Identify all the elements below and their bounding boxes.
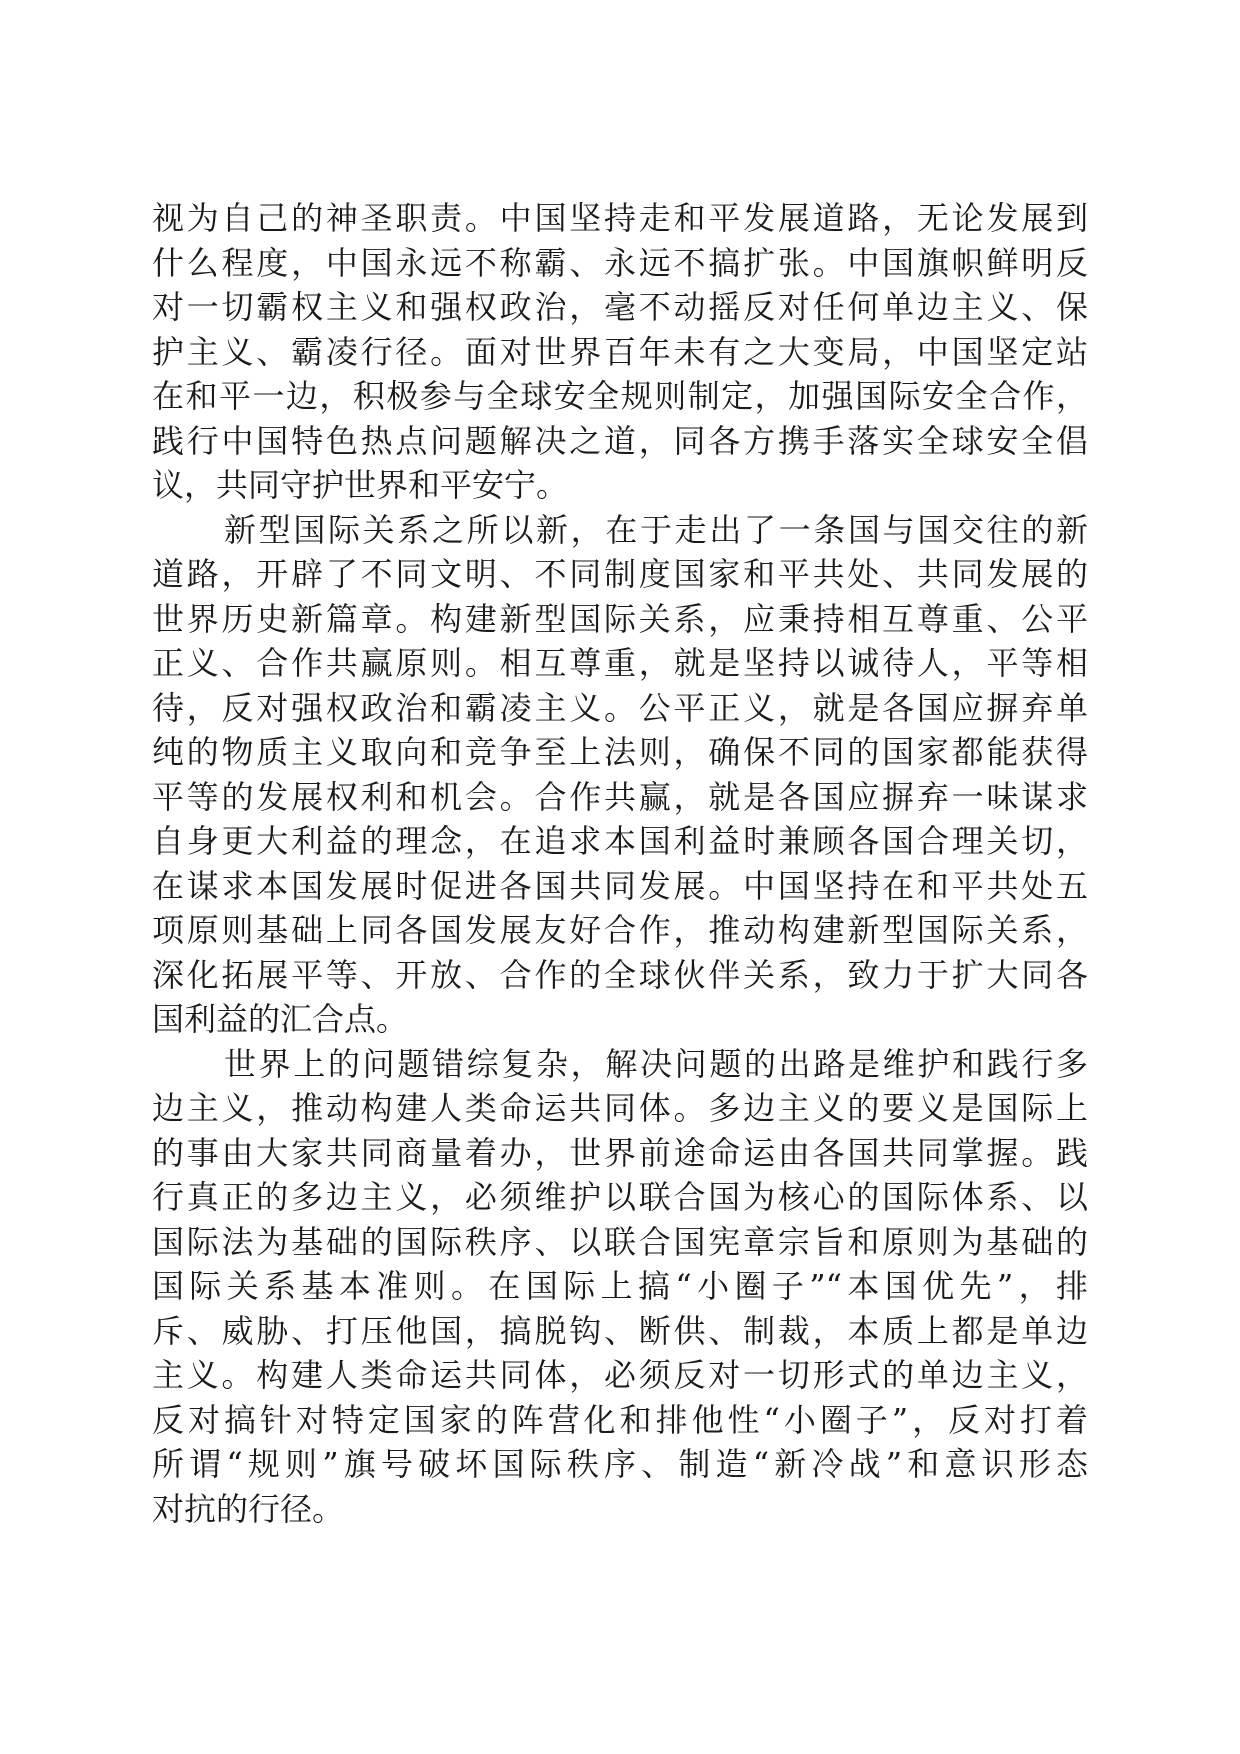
text-line: 待，反对强权政治和霸凌主义。公平正义，就是各国应摒弃单 xyxy=(152,688,1088,727)
text-line: 自身更大利益的理念，在追求本国利益时兼顾各国合理关切， xyxy=(152,822,1088,860)
text-line: 对一切霸权主义和强权政治，毫不动摇反对任何单边主义、保 xyxy=(152,288,1088,326)
text-line: 践行中国特色热点问题解决之道，同各方携手落实全球安全倡 xyxy=(152,421,1088,460)
text-line: 主义。构建人类命运共同体，必须反对一切形式的单边主义， xyxy=(152,1356,1088,1394)
text-line: 世界历史新篇章。构建新型国际关系，应秉持相互尊重、公平 xyxy=(152,599,1088,638)
text-line: 的事由大家共同商量着办，世界前途命运由各国共同掌握。践 xyxy=(152,1133,1088,1172)
text-line: 在和平一边，积极参与全球安全规则制定，加强国际安全合作， xyxy=(152,377,1088,415)
body-text xyxy=(152,196,1088,1531)
text-line: 议，共同守护世界和平安宁。 xyxy=(152,466,569,504)
paragraph-first-line: 世界上的问题错综复杂，解决问题的出路是维护和践行多 xyxy=(224,1044,1088,1083)
text-line: 对抗的行径。 xyxy=(152,1489,345,1528)
text-line: 项原则基础上同各国发展友好合作，推动构建新型国际关系， xyxy=(152,911,1088,949)
text-line: 边主义，推动构建人类命运共同体。多边主义的要义是国际上 xyxy=(152,1089,1088,1127)
text-line: 道路，开辟了不同文明、不同制度国家和平共处、共同发展的 xyxy=(152,555,1088,593)
text-line: 所谓“规则”旗号破坏国际秩序、制造“新冷战”和意识形态 xyxy=(152,1445,1088,1483)
text-line: 护主义、霸凌行径。面对世界百年未有之大变局，中国坚定站 xyxy=(152,332,1088,371)
text-line: 纯的物质主义取向和竞争至上法则，确保不同的国家都能获得 xyxy=(152,733,1088,771)
text-line: 什么程度，中国永远不称霸、永远不搞扩张。中国旗帜鲜明反 xyxy=(152,243,1088,282)
text-line: 行真正的多边主义，必须维护以联合国为核心的国际体系、以 xyxy=(152,1178,1088,1216)
text-line: 视为自己的神圣职责。中国坚持走和平发展道路，无论发展到 xyxy=(152,199,1088,237)
text-line: 斥、威胁、打压他国，搞脱钩、断供、制裁，本质上都是单边 xyxy=(152,1311,1088,1350)
text-line: 平等的发展权利和机会。合作共赢，就是各国应摒弃一味谋求 xyxy=(152,777,1088,816)
text-line: 国际关系基本准则。在国际上搞“小圈子”“本国优先”，排 xyxy=(152,1267,1088,1305)
text-line: 国利益的汇合点。 xyxy=(152,1000,409,1038)
text-line: 国际法为基础的国际秩序、以联合国宪章宗旨和原则为基础的 xyxy=(152,1222,1088,1261)
paragraph-first-line: 新型国际关系之所以新，在于走出了一条国与国交往的新 xyxy=(224,510,1088,549)
text-line: 在谋求本国发展时促进各国共同发展。中国坚持在和平共处五 xyxy=(152,866,1088,905)
text-line: 反对搞针对特定国家的阵营化和排他性“小圈子”，反对打着 xyxy=(152,1400,1088,1439)
text-line: 深化拓展平等、开放、合作的全球伙伴关系，致力于扩大同各 xyxy=(152,955,1088,994)
text-line: 正义、合作共赢原则。相互尊重，就是坚持以诚待人，平等相 xyxy=(152,644,1088,682)
